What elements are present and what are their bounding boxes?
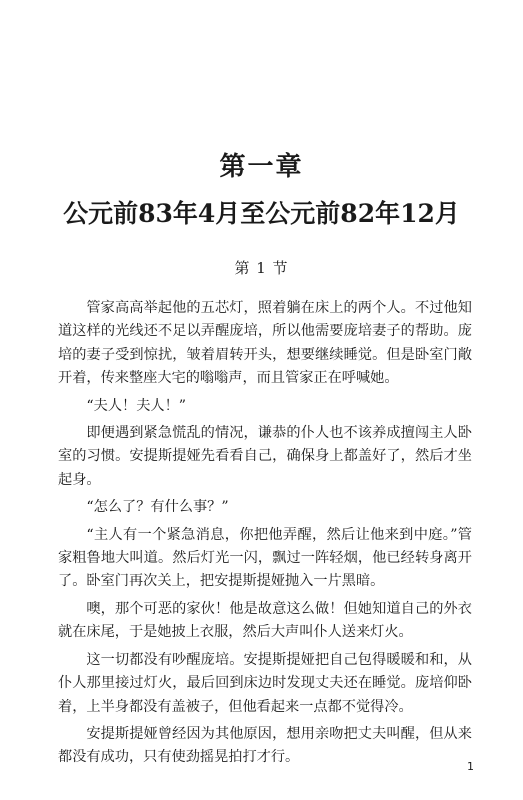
paragraph: 即便遇到紧急慌乱的情况，谦恭的仆人也不该养成擅闯主人卧室的习惯。安提斯提娅先看看自己，确保身上都盖好了，然后才坐起身。 bbox=[58, 425, 472, 488]
paragraph: 噢，那个可恶的家伙！他是故意这么做！但她知道自己的外衣就在床尾，于是她披上衣服，然后大声叫仆人送来灯火。 bbox=[58, 600, 472, 641]
paragraph: 管家高高举起他的五芯灯，照着躺在床上的两个人。不过他知道这样的光线还不足以弄醒庞培，所以他需要庞培妻子的帮助。庞培的妻子受到惊扰，皱着眉转开头，想要继续睡觉。但是卧室门敞开着，传来整座大宅的嗡嗡声，而且管家正在呼喊她。 bbox=[58, 300, 472, 387]
paragraph: 安提斯提娅曾经因为其他原因，想用亲吻把丈夫叫醒，但从来都没有成功，只有使劲摇晃拍打才行。 bbox=[58, 725, 472, 766]
paragraph: “夫人！夫人！” bbox=[86, 397, 187, 414]
paragraph: 这一切都没有吵醒庞培。安提斯提娅把自己包得暖暖和和，从仆人那里接过灯火，最后回到床边时发现丈夫还在睡觉。庞培仰卧着，上半身都没有盖被子，但他看起来一点都不觉得冷。 bbox=[58, 651, 472, 715]
chapter-subtitle: 公元前83年4月至公元前82年12月 bbox=[63, 199, 460, 228]
paragraph: “怎么了？有什么事？” bbox=[86, 499, 229, 516]
body-text bbox=[58, 297, 472, 774]
chapter-title: 第一章 bbox=[219, 152, 304, 182]
paragraph: “主人有一个紧急消息，你把他弄醒，然后让他来到中庭。”管家粗鲁地大叫道。然后灯光一闪，飘过一阵轻烟，他已经转身离开了。卧室门再次关上，把安提斯提娅抛入一片黑暗。 bbox=[58, 526, 472, 590]
section-title: 第 1 节 bbox=[234, 259, 289, 277]
page-number: 1 bbox=[467, 760, 474, 773]
